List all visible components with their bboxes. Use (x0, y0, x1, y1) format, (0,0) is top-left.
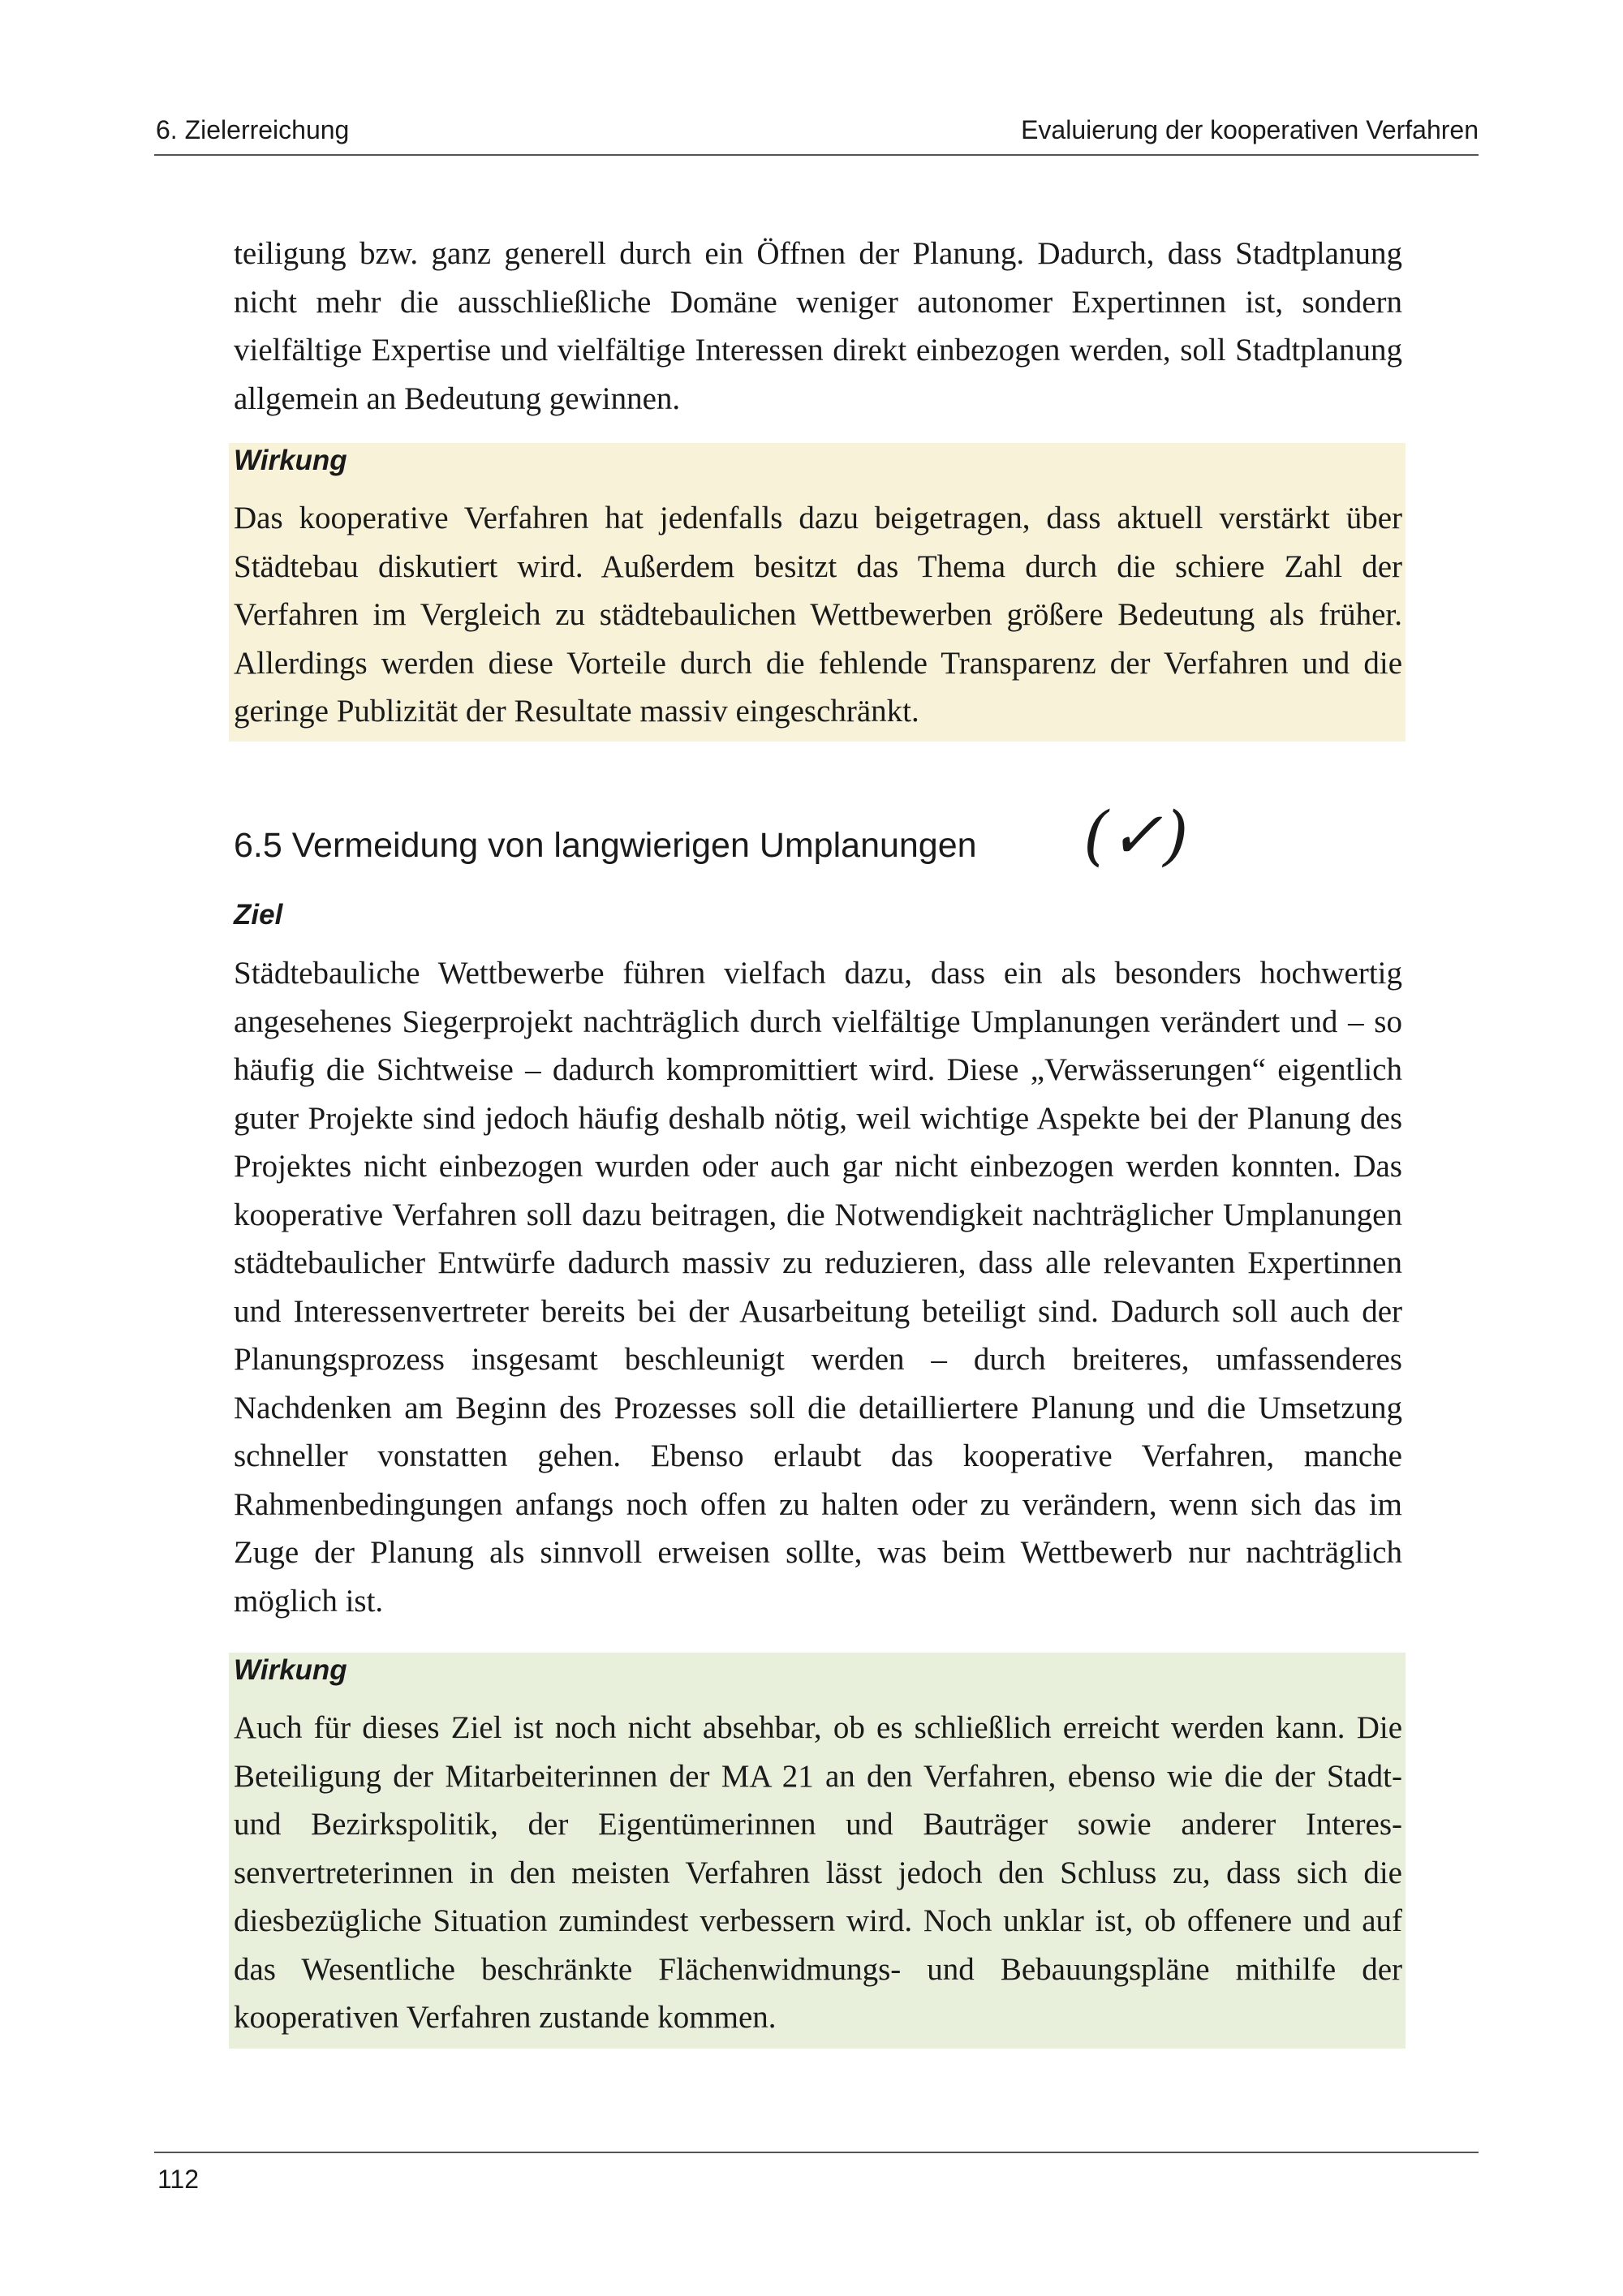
wirkung-label-1: Wirkung (234, 445, 347, 476)
intro-paragraph: teiligung bzw. ganz generell durch ein Öffnen der Planung. Dadurch, dass Stadtplanung nicht mehr die ausschließliche Domäne weniger autonomer Expertinnen ist, sondern vielfältige Expertise und vielfältige Interessen direkt einbezogen werden, soll Stadtplanung allgemein an Bedeutung gewinnen. (234, 236, 1402, 416)
wirkung-text-2: Auch für dieses Ziel ist noch nicht absehbar, ob es schließlich erreicht werden kann. Die Beteiligung der Mitarbeiterinnen der MA 21 an den Verfahren, ebenso wie die der Stadt- und Bezirkspolitik, der Eigentümerinnen und Bauträger sowie anderer Interessenvertreterinnen in den meisten Verfahren lässt jedoch den Schluss zu, dass sich die diesbezügliche Situation zumindest verbessern wird. Noch unklar ist, ob offenere und auf das Wesentliche beschränkte Flächenwidmungs- und Bebauungspläne mithilfe der kooperativen Verfahren zustande kommen. (234, 1710, 1402, 2035)
page-number: 112 (157, 2165, 200, 2194)
chapter-title: 6. Zielerreichung (156, 115, 350, 144)
wirkung-box-2 (229, 1653, 1406, 2049)
section-heading: 6.5 Vermeidung von langwierigen Umplanungen (234, 826, 977, 865)
ziel-paragraph: Städtebauliche Wettbewerbe führen vielfach dazu, dass ein als besonders hochwertig angesehenes Siegerprojekt nachträglich durch vielfältige Umplanungen verändert und – so häufig die Sichtweise – dadurch kompromittiert wird. Diese „Verwässerungen“ eigentlich guter Projekte sind jedoch häufig deshalb nötig, weil wichtige Aspekte bei der Planung des Projektes nicht einbezogen wurden oder auch gar nicht einbezogen werden konnten. Das kooperative Verfahren soll dazu beitragen, die Notwendigkeit nachträglicher Umplanungen städtebaulicher Entwürfe dadurch massiv zu reduzieren, dass alle relevanten Expertinnen und Interessenvertreter bereits bei der Ausarbeitung beteiligt sind. Dadurch soll auch der Planungsprozess insgesamt beschleunigt werden – durch breiteres, umfassenderes Nachdenken am Beginn des Prozesses soll die detailliertere Planung und die Umsetzung schneller vonstatten gehen. Ebenso erlaubt das kooperative Verfahren, manche Rahmenbedingungen anfangs noch offen zu halten oder zu verändern, wenn sich das im Zuge der Planung als sinnvoll erweisen sollte, was beim Wettbewerb nur nachträglich möglich ist. (234, 956, 1402, 1619)
page-footer (154, 2152, 1479, 2194)
wirkung-box-1 (229, 443, 1406, 742)
wirkung-label-2: Wirkung (234, 1654, 347, 1686)
checkmark-rating-icon: (✓) (1083, 798, 1189, 873)
wirkung-text-1: Das kooperative Verfahren hat jedenfalls dazu beigetragen, dass aktuell verstärkt über Städtebau diskutiert wird. Außerdem besitzt das Thema durch die schiere Zahl der Verfahren im Vergleich zu städtebaulichen Wettbewerben größere Bedeutung als früher. Allerdings werden diese Vorteile durch die fehlende Transparenz der Verfahren und die geringe Publizität der Resultate massiv eingeschränkt. (234, 501, 1402, 729)
page-header (154, 114, 1479, 156)
document-title: Evaluierung der kooperativen Verfahren (1021, 115, 1479, 144)
ziel-label: Ziel (234, 899, 283, 931)
